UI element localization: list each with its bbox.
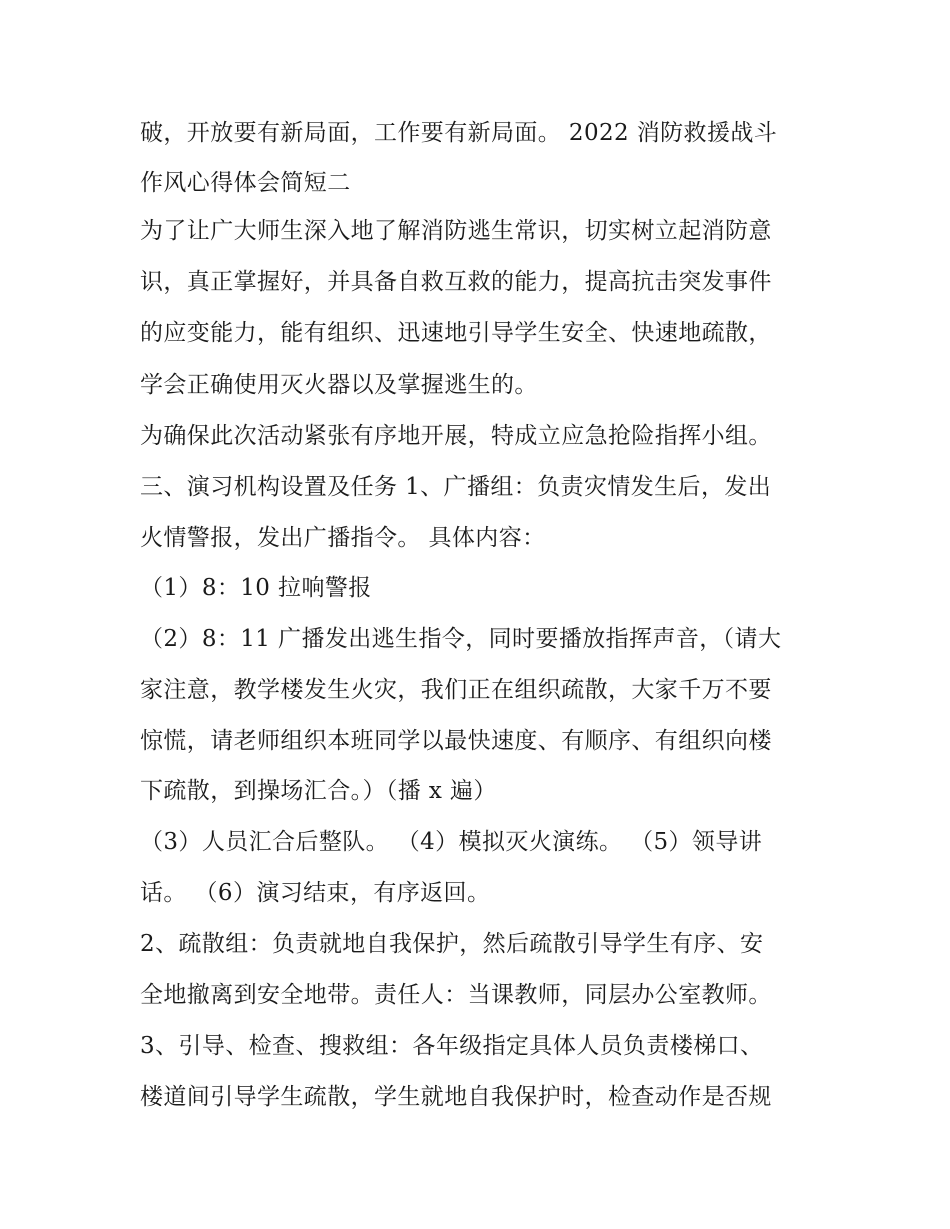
text-line: 3、引导、检查、搜救组：各年级指定具体人员负责楼梯口、 — [140, 1033, 764, 1059]
text-line: 为确保此次活动紧张有序地开展，特成立应急抢险指挥小组。 — [140, 423, 772, 449]
text-line: 话。 （6）演习结束，有序返回。 — [140, 880, 491, 906]
text-line: 为了让广大师生深入地了解消防逃生常识，切实树立起消防意 — [140, 218, 772, 244]
text-line: 识，真正掌握好，并具备自救互救的能力，提高抗击突发事件 — [140, 269, 772, 295]
text-line: 火情警报，发出广播指令。 具体内容： — [140, 525, 546, 551]
text-line: 三、演习机构设置及任务 1、广播组：负责灾情发生后，发出 — [140, 474, 772, 500]
text-line: （3）人员汇合后整队。 （4）模拟灭火演练。 （5）领导讲 — [140, 829, 763, 855]
text-line: 惊慌，请老师组织本班同学以最快速度、有顺序、有组织向楼 — [140, 728, 772, 754]
text-line: 全地撤离到安全地带。责任人：当课教师，同层办公室教师。 — [140, 982, 772, 1008]
text-line: 2、疏散组：负责就地自我保护，然后疏散引导学生有序、安 — [140, 931, 764, 957]
text-line: 下疏散，到操场汇合。）（播 x 遍） — [140, 778, 497, 804]
text-line: 作风心得体会简短二 — [140, 170, 351, 196]
text-line: 学会正确使用灭火器以及掌握逃生的。 — [140, 372, 538, 398]
text-line: 家注意，教学楼发生火灾，我们正在组织疏散，大家千万不要 — [140, 677, 772, 703]
text-line: （2）8：11 广播发出逃生指令，同时要播放指挥声音，（请大 — [140, 626, 782, 652]
text-line: 破，开放要有新局面，工作要有新局面。 2022 消防救援战斗 — [140, 120, 778, 146]
text-line: 楼道间引导学生疏散，学生就地自我保护时，检查动作是否规 — [140, 1084, 772, 1110]
text-line: （1）8：10 拉响警报 — [140, 575, 372, 601]
text-line: 的应变能力，能有组织、迅速地引导学生安全、快速地疏散， — [140, 320, 772, 346]
